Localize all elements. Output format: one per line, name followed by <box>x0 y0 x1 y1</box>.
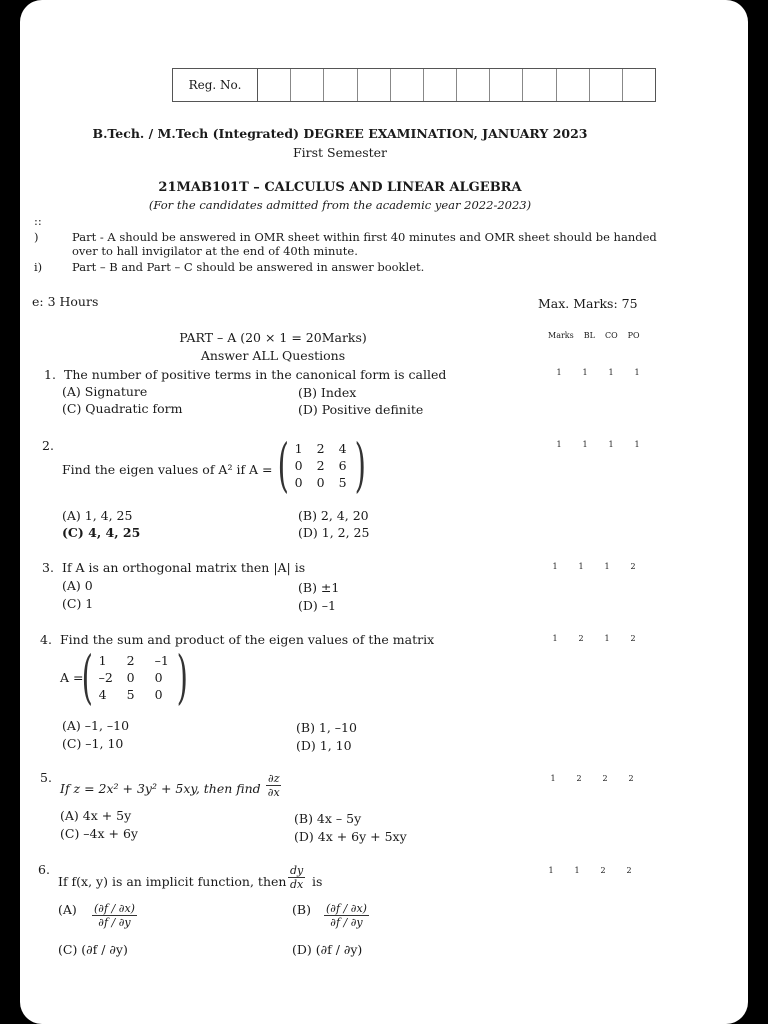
meta-value: 1 <box>604 562 610 571</box>
q4-meta <box>552 634 636 643</box>
meta-value: 2 <box>630 562 636 571</box>
meta-value: 1 <box>556 440 562 449</box>
right-paren: ) <box>176 643 188 711</box>
meta-header: Marks <box>548 331 574 340</box>
q4-matrix <box>76 643 193 711</box>
meta-value: 2 <box>630 634 636 643</box>
meta-value: 2 <box>626 866 632 875</box>
q4-option-b: (B) 1, –10 <box>296 720 357 735</box>
q6-option-b-label: (B) <box>292 902 311 917</box>
q2-matrix <box>272 431 371 499</box>
reg-cell <box>391 69 424 101</box>
matrix-cell: 2 <box>316 457 325 473</box>
q2-option-a: (A) 1, 4, 25 <box>62 508 133 523</box>
fraction-numerator: dy <box>290 864 304 877</box>
q6-option-a-label: (A) <box>58 902 77 917</box>
q6-option-d: (D) (∂f / ∂y) <box>292 942 363 957</box>
q1-option-d: (D) Positive definite <box>298 402 424 417</box>
question-2-number: 2. <box>42 438 54 453</box>
q2-option-b: (B) 2, 4, 20 <box>298 508 369 523</box>
q4-option-d: (D) 1, 10 <box>296 738 352 753</box>
exam-title: B.Tech. / M.Tech (Integrated) DEGREE EXAMINATION, JANUARY 2023 <box>92 126 588 141</box>
meta-value: 1 <box>608 368 614 377</box>
q5-option-b: (B) 4x – 5y <box>294 811 362 826</box>
fraction-denominator: ∂f / ∂y <box>330 916 363 929</box>
meta-headers <box>548 331 640 340</box>
reg-cell <box>324 69 357 101</box>
q6-option-b <box>324 902 369 929</box>
instruction-marker: :: <box>34 214 42 228</box>
fraction-numerator: ∂z <box>268 772 280 785</box>
q5-option-c: (C) –4x + 6y <box>60 826 138 841</box>
meta-value: 1 <box>582 368 588 377</box>
duration: e: 3 Hours <box>32 294 99 309</box>
matrix-cell: 0 <box>154 669 163 685</box>
q4-option-c: (C) –1, 10 <box>62 736 124 751</box>
question-3-number: 3. <box>42 560 54 575</box>
question-1-number: 1. <box>44 367 56 382</box>
q3-option-b: (B) ±1 <box>298 580 340 595</box>
admission-note: (For the candidates admitted from the academic year 2022-2023) <box>148 198 532 212</box>
q2-option-c: (C) 4, 4, 25 <box>62 525 141 540</box>
matrix-grid <box>295 441 349 490</box>
matrix-cell: 4 <box>98 686 107 702</box>
meta-value: 1 <box>556 368 562 377</box>
matrix-cell: 0 <box>126 669 135 685</box>
q4-matrix-lhs: A = <box>60 670 84 685</box>
question-1-text: The number of positive terms in the canonical form is called <box>64 367 447 382</box>
reg-cell <box>424 69 457 101</box>
meta-value: 1 <box>552 634 558 643</box>
q6-meta <box>548 866 632 875</box>
reg-cell <box>557 69 590 101</box>
reg-cell <box>291 69 324 101</box>
left-paren: ( <box>81 643 93 711</box>
q6-option-a <box>92 902 137 929</box>
fraction-denominator: ∂x <box>267 786 280 799</box>
instruction-marker: ) <box>34 230 39 244</box>
question-5-number: 5. <box>40 770 52 785</box>
matrix-cell: 1 <box>98 652 107 668</box>
q1-option-b: (B) Index <box>298 385 357 400</box>
fraction-numerator: (∂f / ∂x) <box>94 902 135 915</box>
matrix-grid <box>99 653 171 702</box>
q5-derivative <box>266 772 281 799</box>
q2-option-d: (D) 1, 2, 25 <box>298 525 370 540</box>
matrix-cell: 0 <box>294 457 303 473</box>
reg-cell <box>523 69 556 101</box>
matrix-cell: 4 <box>338 440 347 456</box>
q4-option-a: (A) –1, –10 <box>62 718 130 733</box>
meta-value: 1 <box>582 440 588 449</box>
right-paren: ) <box>354 431 366 499</box>
reg-cell <box>358 69 391 101</box>
q1-meta <box>556 368 640 377</box>
instruction-2: Part – B and Part – C should be answered in answer booklet. <box>72 260 425 274</box>
reg-no-label: Reg. No. <box>173 69 258 101</box>
meta-header: CO <box>604 331 618 340</box>
question-3-text: If A is an orthogonal matrix then |A| is <box>62 560 306 575</box>
max-marks: Max. Marks: 75 <box>538 296 638 311</box>
q2-meta <box>556 440 640 449</box>
left-paren: ( <box>277 431 289 499</box>
meta-value: 1 <box>608 440 614 449</box>
question-4-text: Find the sum and product of the eigen values of the matrix <box>60 632 435 647</box>
meta-value: 1 <box>604 634 610 643</box>
meta-value: 2 <box>602 774 608 783</box>
question-2-text: Find the eigen values of A² if A = <box>62 462 273 477</box>
fraction-denominator: ∂f / ∂y <box>98 916 131 929</box>
semester: First Semester <box>292 145 388 160</box>
q6-derivative <box>288 864 305 891</box>
part-instruction: Answer ALL Questions <box>200 348 346 363</box>
matrix-cell: 6 <box>338 457 347 473</box>
q3-meta <box>552 562 636 571</box>
meta-header: PO <box>627 331 640 340</box>
question-6-text: If f(x, y) is an implicit function, then <box>58 874 287 889</box>
meta-value: 1 <box>552 562 558 571</box>
meta-value: 1 <box>574 866 580 875</box>
reg-cell <box>623 69 655 101</box>
meta-value: 1 <box>578 562 584 571</box>
q5-option-d: (D) 4x + 6y + 5xy <box>294 829 407 844</box>
matrix-cell: –1 <box>154 652 169 668</box>
reg-cell <box>457 69 490 101</box>
matrix-cell: 2 <box>316 440 325 456</box>
question-5-text: If z = 2x² + 3y² + 5xy, then find <box>60 781 261 796</box>
question-6-text-end: is <box>312 874 323 889</box>
matrix-cell: –2 <box>98 669 113 685</box>
meta-value: 2 <box>600 866 606 875</box>
instruction-1-cont: over to hall invigilator at the end of 40th minute. <box>72 244 358 258</box>
q3-option-a: (A) 0 <box>62 578 93 593</box>
q1-option-c: (C) Quadratic form <box>62 401 183 416</box>
meta-value: 2 <box>628 774 634 783</box>
matrix-cell: 5 <box>126 686 135 702</box>
meta-value: 1 <box>550 774 556 783</box>
instruction-1: Part - A should be answered in OMR sheet within first 40 minutes and OMR sheet should be handed <box>72 230 657 244</box>
instruction-marker: i) <box>34 260 43 274</box>
course-title: 21MAB101T – CALCULUS AND LINEAR ALGEBRA <box>158 180 522 195</box>
matrix-cell: 5 <box>338 474 347 490</box>
meta-value: 1 <box>548 866 554 875</box>
fraction-numerator: (∂f / ∂x) <box>326 902 367 915</box>
reg-cell <box>258 69 291 101</box>
reg-cell <box>490 69 523 101</box>
part-title: PART – A (20 × 1 = 20Marks) <box>179 330 367 345</box>
meta-header: BL <box>583 331 595 340</box>
matrix-cell: 2 <box>126 652 135 668</box>
reg-no-box <box>172 68 656 102</box>
matrix-cell: 0 <box>154 686 163 702</box>
matrix-cell: 0 <box>316 474 325 490</box>
q1-option-a: (A) Signature <box>62 384 148 399</box>
meta-value: 1 <box>634 368 640 377</box>
exam-paper <box>20 0 748 1024</box>
q5-option-a: (A) 4x + 5y <box>60 808 132 823</box>
q6-option-c: (C) (∂f / ∂y) <box>58 942 128 957</box>
fraction-denominator: dx <box>290 878 304 891</box>
question-6-number: 6. <box>38 862 50 877</box>
q3-option-d: (D) –1 <box>298 598 336 613</box>
q3-option-c: (C) 1 <box>62 596 94 611</box>
meta-value: 2 <box>576 774 582 783</box>
meta-value: 1 <box>634 440 640 449</box>
meta-value: 2 <box>578 634 584 643</box>
q5-meta <box>550 774 634 783</box>
reg-cell <box>590 69 623 101</box>
question-4-number: 4. <box>40 632 52 647</box>
matrix-cell: 0 <box>294 474 303 490</box>
matrix-cell: 1 <box>294 440 303 456</box>
